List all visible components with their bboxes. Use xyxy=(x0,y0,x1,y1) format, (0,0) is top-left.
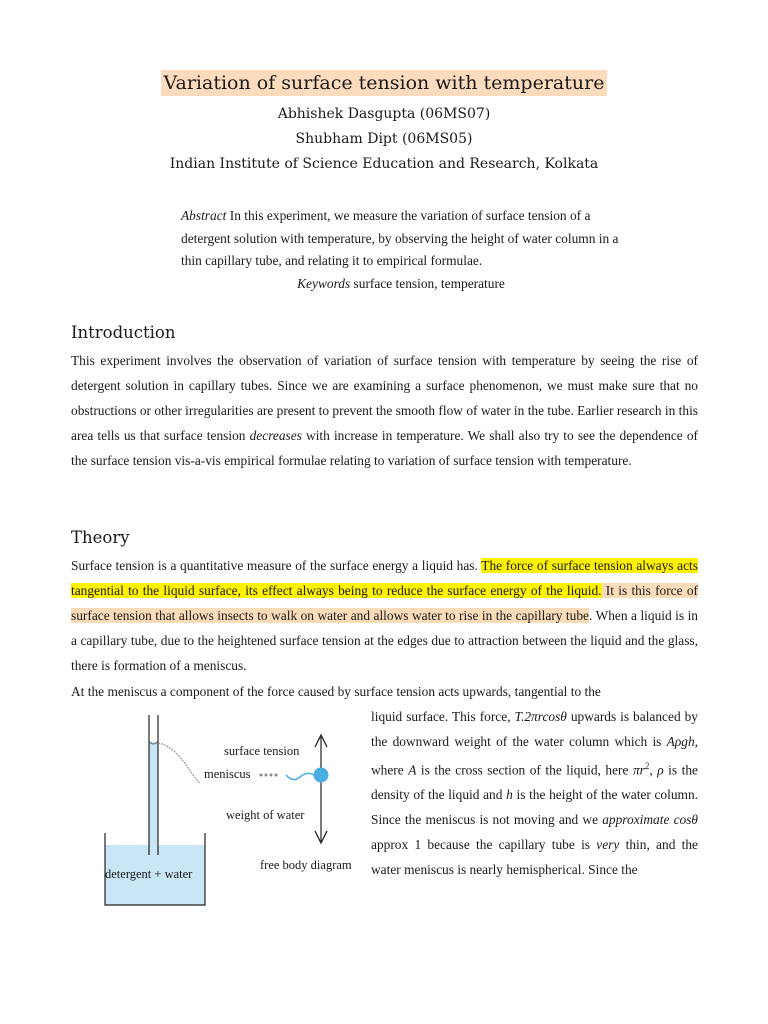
p2-b: upwards is balanced by the downward weight of the water column which is xyxy=(371,709,698,749)
p2-sup: 2 xyxy=(644,761,650,771)
theory-highlight-yellow: The force of surface tension always acts tangential to the liquid surface, its effect always being to reduce the surface energy of the liquid. xyxy=(71,558,698,598)
dot-1 xyxy=(260,774,263,777)
p2-g: is the height of the water column. Since the meniscus is not moving and we xyxy=(371,787,698,828)
theory-paragraph-2-start: At the meniscus a component of the force caused by surface tension acts upwards, tangential to the xyxy=(71,684,601,699)
capillary-water xyxy=(149,742,158,854)
introduction-paragraph xyxy=(71,348,698,473)
p2-a: liquid surface. This force, xyxy=(371,709,515,724)
intro-text-1: This experiment involves the observation of variation of surface tension with temperature by seeing the rise of detergent solution in capillary tubes. Since we are examining a surface phenomenon, we must make sure that no obstructions or other irregularities are present to prevent the smooth flow of water in the tube. Earlier research in this area tells us that surface tension xyxy=(71,353,698,443)
intro-emphasis: decreases xyxy=(249,428,302,443)
author-2: Shubham Dipt (06MS05) xyxy=(295,131,473,147)
p2-cos: cosθ xyxy=(542,709,567,724)
label-meniscus: meniscus xyxy=(204,767,251,781)
theory-paragraph-1 xyxy=(71,553,698,678)
p2-f: is the density of the liquid and xyxy=(371,762,698,803)
p2-A: A xyxy=(408,762,417,778)
p2-very: very xyxy=(596,837,620,853)
dot-4 xyxy=(275,774,278,777)
intro-text-2: with increase in temperature. We shall also try to see the dependence of the surface tension vis-a-vis empirical formulae relating to variation of surface tension with temperature. xyxy=(71,428,698,468)
abstract-label: Abstract xyxy=(181,208,227,223)
p2-h: h xyxy=(506,787,513,803)
p2-e: , xyxy=(649,762,658,778)
p2-formula: T.2πr xyxy=(514,709,543,724)
title-block xyxy=(0,70,768,96)
author-1: Abhishek Dasgupta (06MS07) xyxy=(277,106,491,122)
theory-p1-end: . When a liquid is in a capillary tube, due to the heightened surface tension at the edges due to attraction between the liquid and the glass, there is formation of a meniscus. xyxy=(71,608,698,673)
label-weight-of-water: weight of water xyxy=(226,808,305,822)
dot-2 xyxy=(265,774,268,777)
keywords-line xyxy=(181,273,621,296)
label-free-body-diagram: free body diagram xyxy=(260,858,352,872)
keywords-text: surface tension, temperature xyxy=(350,276,505,292)
p2-weight: Aρgh xyxy=(666,734,695,749)
p2-cos2: cosθ xyxy=(669,812,699,828)
p2-i: approx 1 because the capillary tube is xyxy=(371,837,597,853)
meniscus-connector xyxy=(286,773,314,779)
label-surface-tension: surface tension xyxy=(224,744,300,758)
keywords-label: Keywords xyxy=(297,276,351,292)
abstract-text xyxy=(181,205,621,273)
affiliation: Indian Institute of Science Education and Research, Kolkata xyxy=(169,156,599,172)
meniscus-dot xyxy=(314,768,329,783)
paper-title: Variation of surface tension with temperature xyxy=(161,70,608,96)
p2-rho: ρ xyxy=(657,762,664,778)
p2-approx: approximate xyxy=(602,812,670,828)
capillary-figure xyxy=(100,705,372,910)
p2-c: , where xyxy=(371,734,698,778)
label-container: detergent + water xyxy=(105,867,193,881)
theory-highlight-orange: It is this force of surface tension that allows insects to walk on water and allows water to rise in the capillary tube xyxy=(71,583,699,623)
abstract-block xyxy=(181,205,621,296)
abstract-body: In this experiment, we measure the variation of surface tension of a detergent solution with temperature, by observing the height of water column in a thin capillary tube, and relating it to empirical formulae. xyxy=(181,208,619,269)
p2-j: thin, and the water meniscus is nearly hemispherical. Since the xyxy=(371,837,699,878)
theory-paragraph-2-wrap xyxy=(371,704,698,882)
theory-p1-start: Surface tension is a quantitative measure of the surface energy a liquid has. xyxy=(71,558,482,573)
theory-heading: Theory xyxy=(71,528,130,547)
introduction-heading: Introduction xyxy=(71,323,176,342)
p2-pir: πr xyxy=(632,762,645,778)
meniscus-leader xyxy=(158,743,200,783)
p2-d: is the cross section of the liquid, here xyxy=(416,762,633,778)
dot-3 xyxy=(270,774,273,777)
